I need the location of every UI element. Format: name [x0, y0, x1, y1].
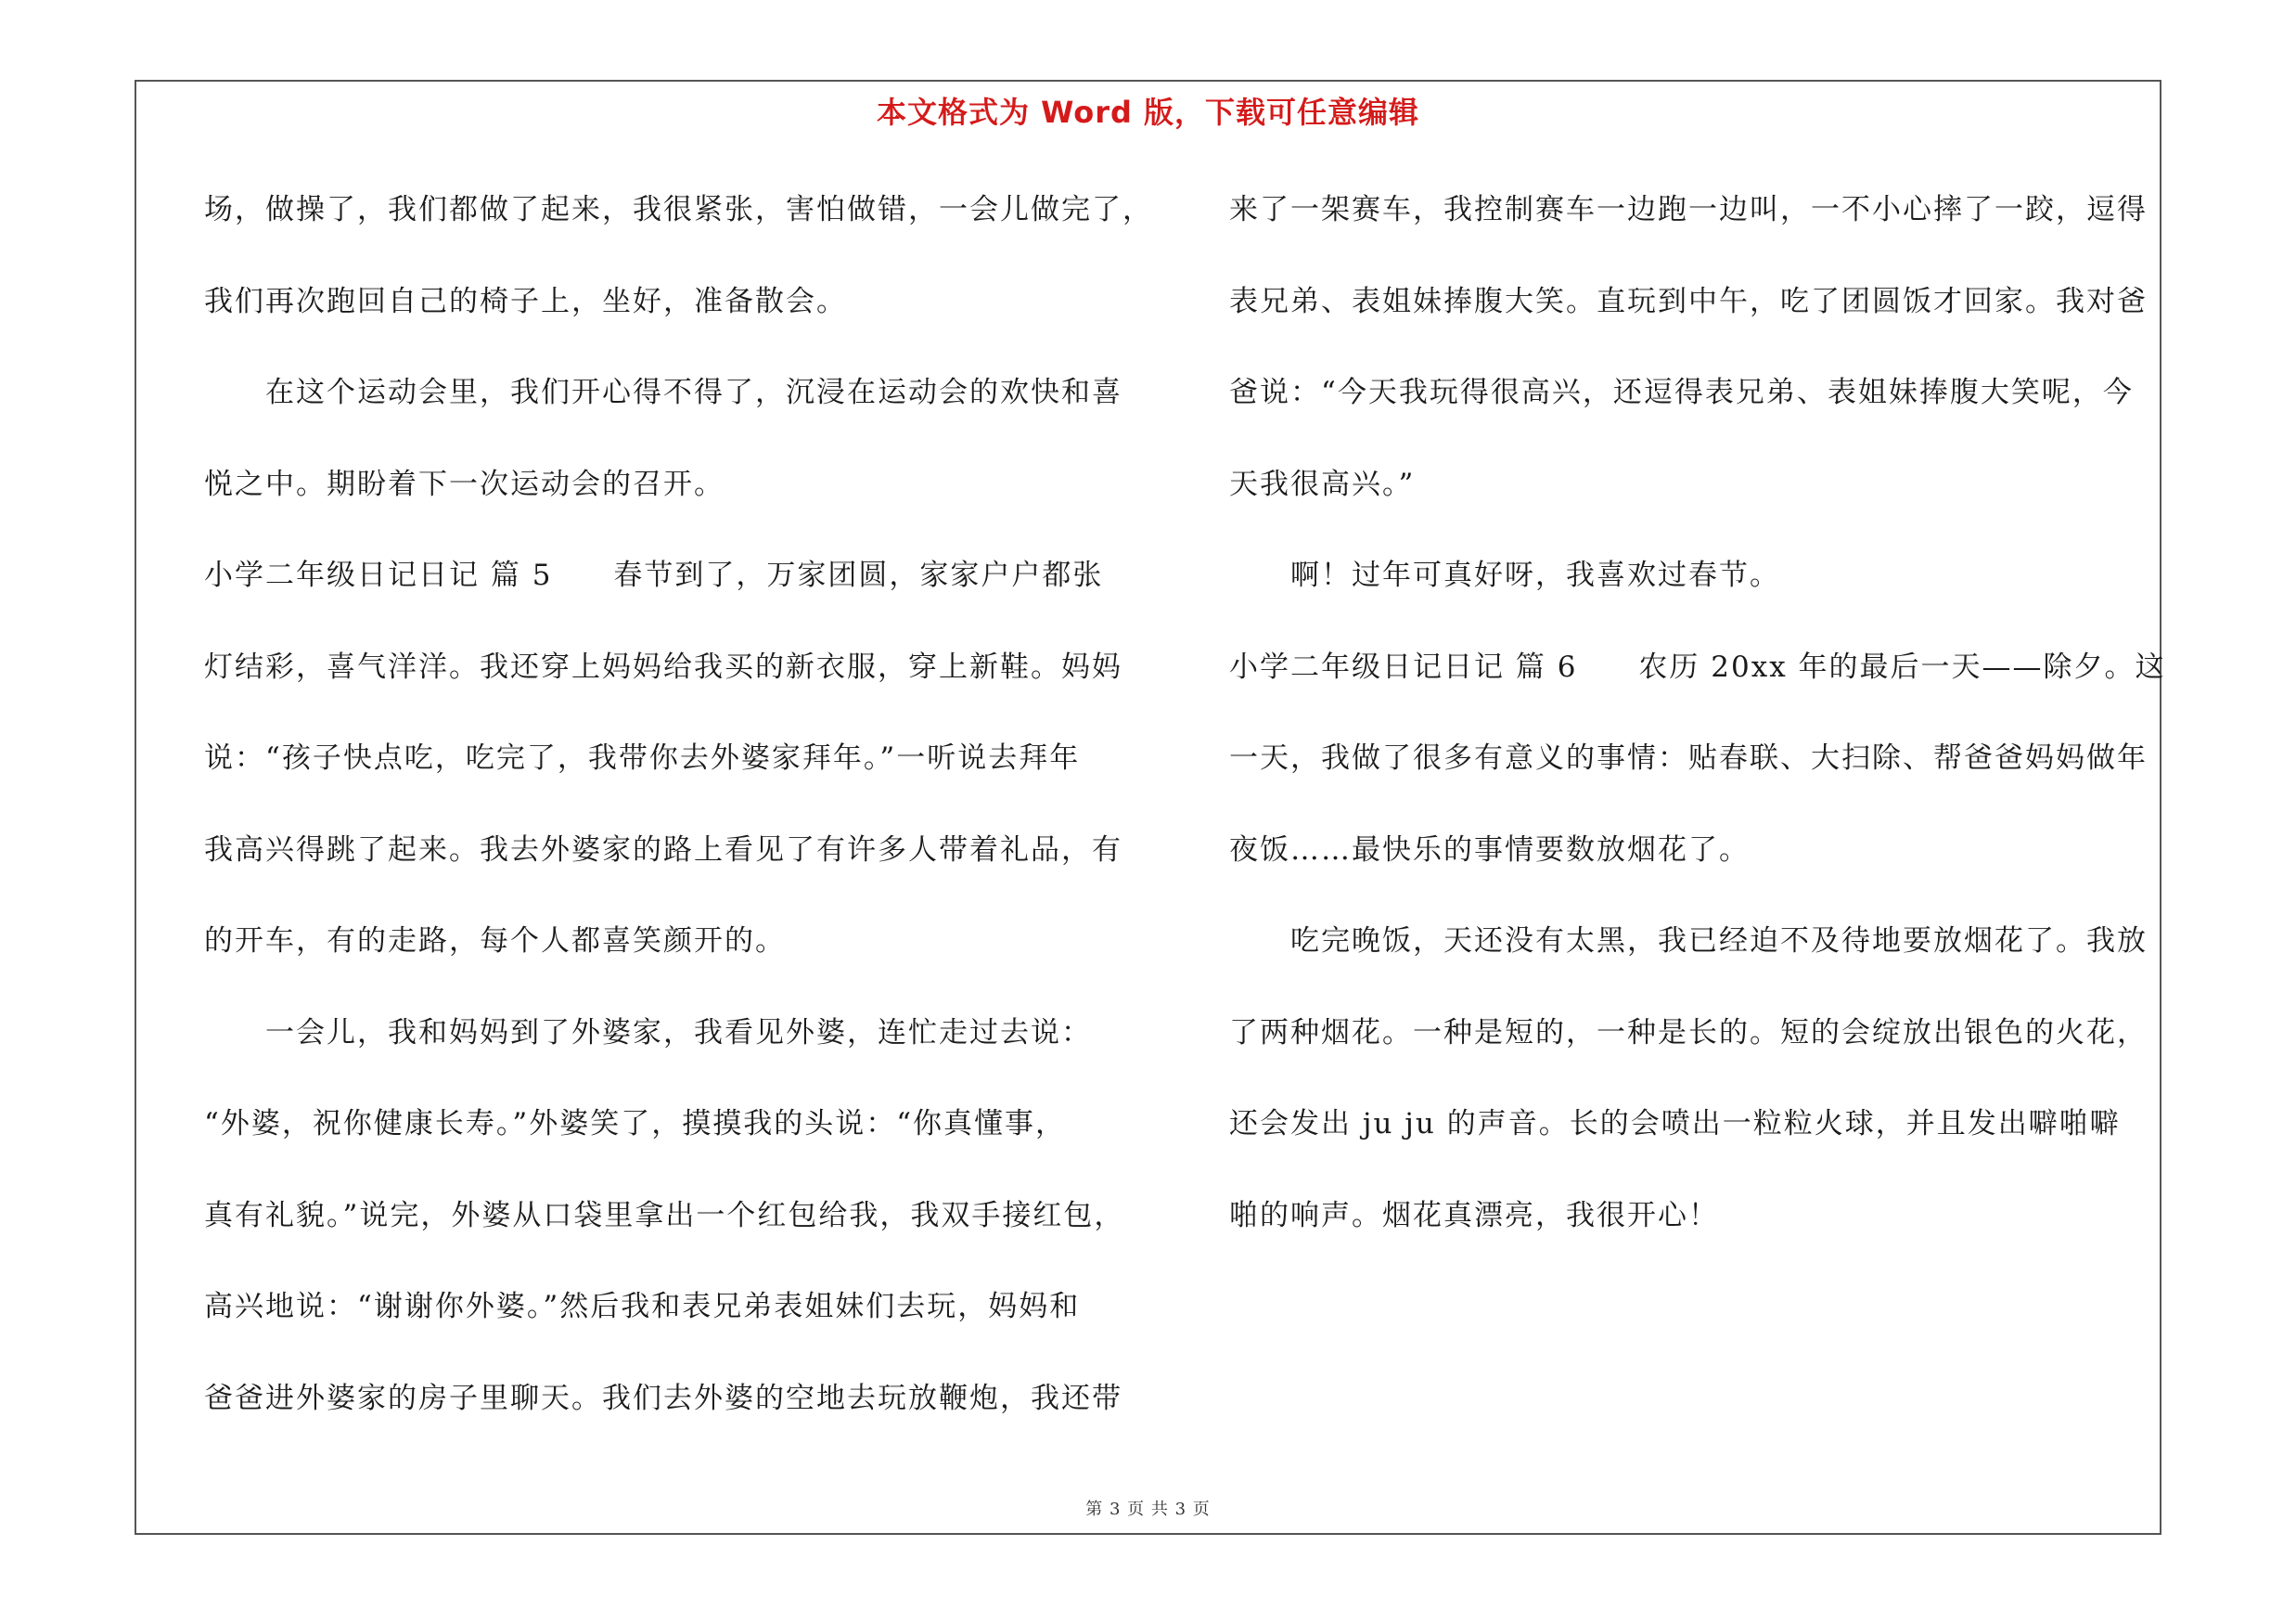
text-line: 天我很高兴。”	[1229, 467, 1416, 501]
text-line: 爸爸进外婆家的房子里聊天。我们去外婆的空地去玩放鞭炮，我还带	[204, 1381, 1122, 1415]
text-line: 吃完晚饭，天还没有太黑，我已经迫不及待地要放烟花了。我放	[1290, 924, 2148, 958]
text-line: 说：“孩子快点吃，吃完了，我带你去外婆家拜年。”一听说去拜年	[204, 741, 1081, 775]
text-line: 我们再次跑回自己的椅子上，坐好，准备散会。	[204, 284, 847, 318]
text-line: 还会发出 ju ju 的声音。长的会喷出一粒粒火球，并且发出噼啪噼	[1229, 1107, 2121, 1140]
text-line: 啊！过年可真好呀，我喜欢过春节。	[1290, 559, 1780, 592]
page-number-footer: 第 3 页 共 3 页	[1085, 1500, 1211, 1519]
text-line: 的开车，有的走路，每个人都喜笑颜开的。	[204, 924, 786, 958]
text-line: 来了一架赛车，我控制赛车一边跑一边叫，一不小心摔了一跤，逗得	[1229, 193, 2148, 226]
text-line: 表兄弟、表姐妹捧腹大笑。直玩到中午，吃了团圆饭才回家。我对爸	[1229, 284, 2148, 318]
text-line: 高兴地说：“谢谢你外婆。”然后我和表兄弟表姐妹们去玩，妈妈和	[204, 1290, 1081, 1323]
text-line: 了两种烟花。一种是短的，一种是长的。短的会绽放出银色的火花，	[1229, 1015, 2148, 1050]
text-line: 在这个运动会里，我们开心得不得了，沉浸在运动会的欢快和喜	[265, 376, 1122, 409]
text-line: 真有礼貌。”说完，外婆从口袋里拿出一个红包给我，我双手接红包，	[204, 1198, 1125, 1232]
text-line: 一会儿，我和妈妈到了外婆家，我看见外婆，连忙走过去说：	[265, 1015, 1092, 1050]
document-header-notice: 本文格式为 Word 版，下载可任意编辑	[876, 95, 1420, 130]
text-line: 灯结彩，喜气洋洋。我还穿上妈妈给我买的新衣服，穿上新鞋。妈妈	[204, 650, 1122, 684]
text-line: 场，做操了，我们都做了起来，我很紧张，害怕做错，一会儿做完了，	[204, 193, 1153, 226]
text-line: 一天，我做了很多有意义的事情：贴春联、大扫除、帮爸爸妈妈做年	[1229, 741, 2148, 775]
text-line: 小学二年级日记日记 篇 6 农历 20xx 年的最后一天——除夕。这	[1229, 650, 2166, 684]
text-line: 我高兴得跳了起来。我去外婆家的路上看见了有许多人带着礼品，有	[204, 832, 1122, 867]
left-text-column	[204, 182, 1153, 1462]
right-text-column	[1229, 182, 2166, 1279]
text-line: 悦之中。期盼着下一次运动会的召开。	[204, 467, 725, 501]
text-line: 小学二年级日记日记 篇 5 春节到了，万家团圆，家家户户都张	[204, 559, 1104, 592]
text-line: 啪的响声。烟花真漂亮，我很开心！	[1229, 1198, 1719, 1232]
text-line: “外婆，祝你健康长寿。”外婆笑了，摸摸我的头说：“你真懂事，	[204, 1107, 1067, 1140]
text-line: 爸说：“今天我玩得很高兴，还逗得表兄弟、表姐妹捧腹大笑呢，今	[1229, 376, 2134, 409]
text-line: 夜饭……最快乐的事情要数放烟花了。	[1229, 832, 1750, 867]
